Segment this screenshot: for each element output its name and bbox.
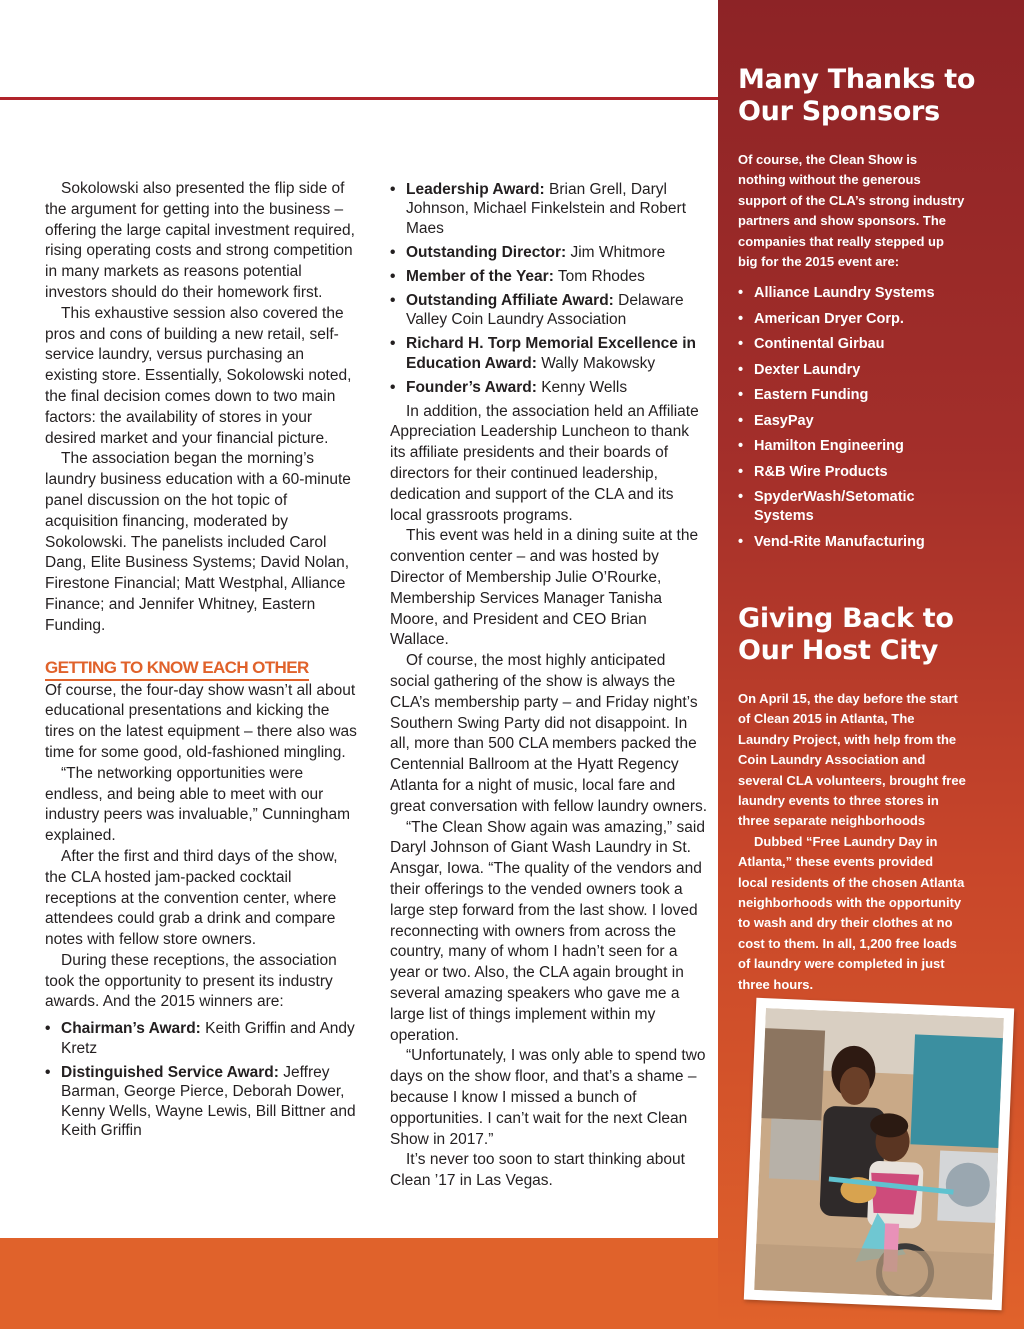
giving-back-text: Dubbed “Free Laundry Day in Atlanta,” these events provided local residents of the chosen Atlanta neighborhoods with the opportunity to wash and dry their clothes at no cost to them. In all, 1,200 free loads of laundry were completed in just three hours.: [738, 833, 965, 992]
award-winners: Tom Rhodes: [557, 267, 645, 285]
award-item: [390, 243, 708, 262]
article-paragraph: This event was held in a dining suite at the convention center – and was hosted by Director of Membership Julie O’Rourke, Membership Services Manager Tanisha Moore, and President and CEO Brian Wallace.: [390, 527, 699, 649]
awards-list: [390, 180, 708, 397]
article-paragraph: In addition, the association held an Affiliate Appreciation Leadership Luncheon to thank its affiliate presidents and their boards of directors for their continued leadership, dedication and support of the CLA and its local grassroots programs.: [390, 402, 699, 524]
giving-back-text: On April 15, the day before the start of Clean 2015 in Atlanta, The Laundry Project, with help from the Coin Laundry Association and several CLA volunteers, brought free laundry events to three stores in three separate neighborhoods: [738, 691, 966, 829]
article-paragraph: “The Clean Show again was amazing,” said Daryl Johnson of Giant Wash Laundry in St. Ansgar, Iowa. “The quality of the vendors and their offerings to the vended owners took a large step forward from the last show. I loved reconnecting with owners from across the country, many of whom I hadn’t seen for a year or two. Also, the CLA again brought in several amazing speakers who gave me a large list of things implement within my operation.: [390, 818, 705, 1044]
article-paragraph: “Unfortunately, I was only able to spend two days on the show floor, and that’s a shame – because I know I missed a bunch of opportunities. I can’t wait for the next Clean Show in 2017.”: [390, 1047, 706, 1148]
award-winners: Wally Makowsky: [541, 354, 656, 372]
award-title: Founder’s Award:: [406, 378, 537, 396]
article-paragraph: During these receptions, the association took the opportunity to present its industry awards. And the 2015 winners are:: [45, 951, 337, 1011]
article-column-2: [390, 180, 708, 1192]
sponsor-item: • Alliance Laundry Systems: [738, 284, 998, 303]
sponsor-item: • Vend-Rite Manufacturing: [738, 533, 998, 552]
sponsors-list: [738, 284, 998, 558]
giving-back-heading-line: Giving Back to: [738, 603, 954, 634]
award-item: [390, 291, 708, 330]
award-title: Outstanding Director:: [406, 243, 567, 261]
award-winners: Kenny Wells: [541, 378, 628, 396]
laundry-day-photo: [744, 998, 1014, 1311]
sponsor-item: • American Dryer Corp.: [738, 310, 998, 329]
award-title: Richard H. Torp Memorial Excellence in Education Award:: [406, 335, 696, 372]
awards-list: [45, 1019, 360, 1140]
award-winners: Jim Whitmore: [570, 243, 666, 261]
award-title: Outstanding Affiliate Award:: [406, 291, 614, 309]
giving-back-heading-line: Our Host City: [738, 635, 939, 666]
award-item: [45, 1063, 360, 1141]
award-item: [45, 1019, 360, 1058]
top-rule: [0, 97, 718, 100]
sponsors-heading: [738, 64, 975, 128]
award-winners: Delaware Valley Coin Laundry Association: [406, 291, 684, 329]
giving-back-heading: [738, 603, 954, 667]
award-item: [390, 378, 708, 397]
award-item: [390, 267, 708, 286]
article-paragraph: Of course, the four-day show wasn’t all about educational presentations and kicking the tires on the latest equipment – there also was time for some good, old-fashioned mingling.: [45, 681, 357, 761]
award-winners: Jeffrey Barman, George Pierce, Deborah Dower, Kenny Wells, Wayne Lewis, Bill Bittner and Keith Griffin: [61, 1063, 356, 1139]
article-paragraph: It’s never too soon to start thinking about Clean ’17 in Las Vegas.: [390, 1151, 685, 1190]
sponsor-item: • SpyderWash/Setomatic Systems: [738, 488, 924, 526]
award-item: [390, 180, 708, 238]
sponsor-item: • Dexter Laundry: [738, 361, 998, 380]
article-column-1: [45, 179, 360, 1145]
article-paragraph: Sokolowski also presented the flip side of the argument for getting into the business – offering the large capital investment required, rising operating costs and strong competition in many markets as reasons potential investors should do their homework first.: [45, 180, 355, 301]
award-title: Member of the Year:: [406, 267, 554, 285]
sponsor-item: • R&B Wire Products: [738, 463, 998, 482]
award-title: Distinguished Service Award:: [61, 1063, 279, 1081]
award-title: Leadership Award:: [406, 181, 545, 198]
sponsor-item: • EasyPay: [738, 412, 998, 431]
sponsor-item: • Eastern Funding: [738, 386, 998, 405]
sponsors-intro: Of course, the Clean Show is nothing without the generous support of the CLA’s strong industry partners and show sponsors. The companies that really stepped up big for the 2015 event are:: [738, 152, 965, 270]
article-paragraph: The association began the morning’s laundry business education with a 60-minute panel discussion on the hot topic of acquisition financing, moderated by Sokolowski. The panelists included Carol Dang, Elite Business Systems; David Nolan, Firestone Financial; Matt Westphal, Alliance Finance; and Jennifer Whitney, Eastern Funding.: [45, 450, 351, 634]
award-item: [390, 334, 708, 373]
award-winners: Keith Griffin and Andy Kretz: [61, 1020, 355, 1057]
sponsors-heading-line: Many Thanks to: [738, 64, 976, 95]
award-title: Chairman’s Award:: [61, 1020, 201, 1038]
section-subheading: GETTING TO KNOW EACH OTHER: [45, 657, 309, 681]
article-paragraph: “The networking opportunities were endless, and being able to meet with our industry peers was invaluable,” Cunningham explained.: [45, 764, 350, 845]
sponsors-heading-line: Our Sponsors: [738, 96, 940, 127]
article-paragraph: Of course, the most highly anticipated social gathering of the show is always the CLA’s membership party – and Friday night’s Southern Swing Party did not disappoint. In all, more than 500 CLA members packed the Centennial Ballroom at the Hyatt Regency Atlanta for a night of music, local fare and great conversation with fellow laundry owners.: [390, 652, 708, 815]
children-laundromat-photo-image: [754, 1008, 1004, 1300]
sponsor-item: • Continental Girbau: [738, 335, 998, 354]
article-paragraph: After the first and third days of the show, the CLA hosted jam-packed cocktail receptions at the convention center, where attendees could grab a drink and compare notes with fellow store owners.: [45, 847, 338, 949]
award-winners: Brian Grell, Daryl Johnson, Michael Finkelstein and Robert Maes: [406, 181, 687, 237]
sponsor-item: • Hamilton Engineering: [738, 437, 998, 456]
article-paragraph: This exhaustive session also covered the pros and cons of building a new retail, self-service laundry, versus purchasing an existing store. Essentially, Sokolowski noted, the final decision comes down to two main factors: the availability of stores in your desired market and your financial picture.: [45, 304, 352, 447]
giving-back-paragraph: [738, 689, 966, 995]
